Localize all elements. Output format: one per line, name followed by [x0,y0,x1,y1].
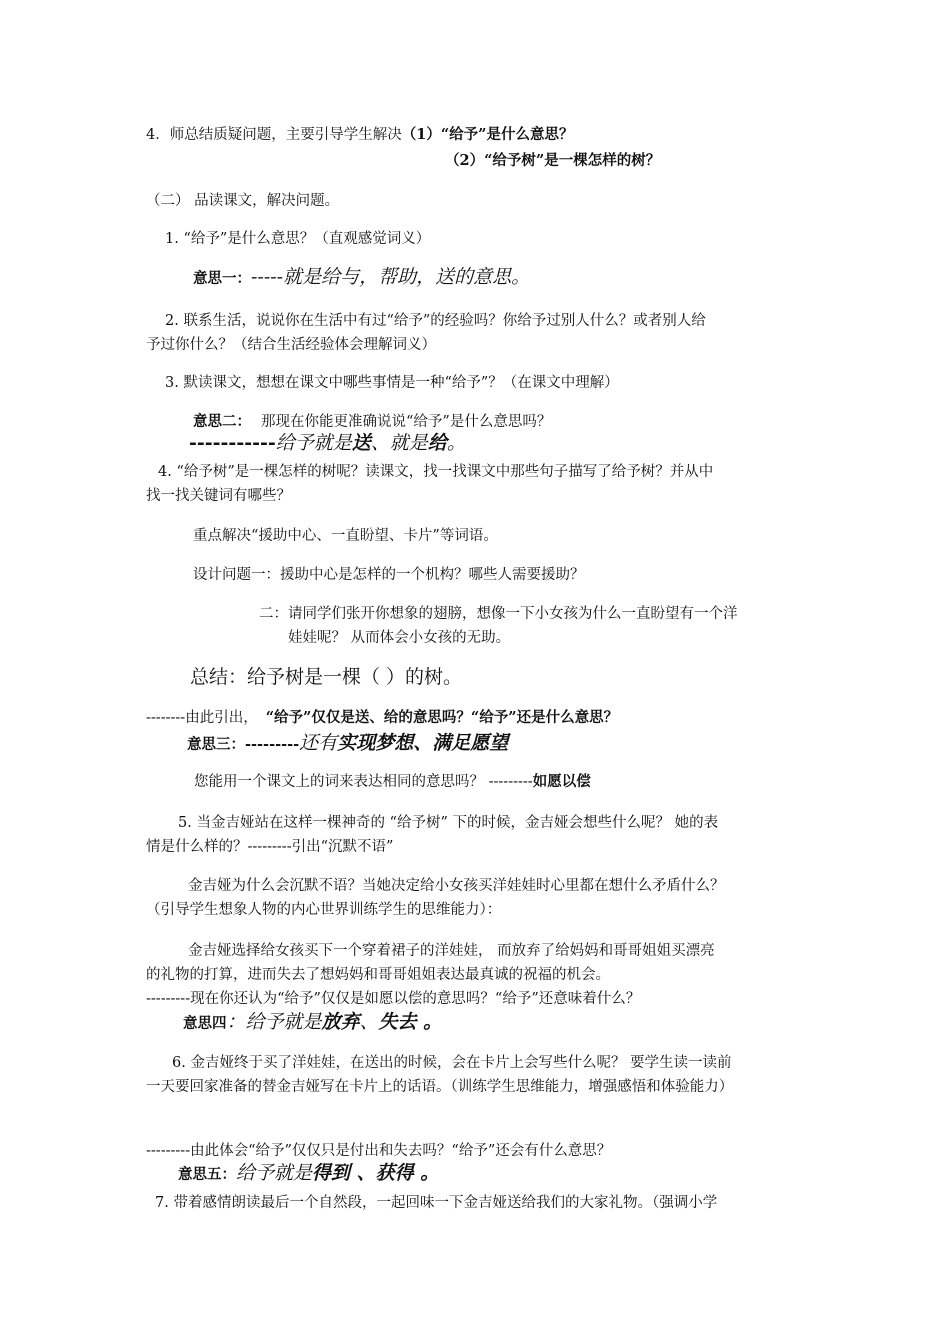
text: 给予就是 [236,1162,313,1184]
meaning-three [187,733,508,755]
text: 、 [350,1162,376,1184]
summary: 总结：给予树是一棵（ ）的树。 [190,666,463,688]
text: 4．师总结质疑问题，主要引导学生解决 [146,127,402,143]
meaning-label: 意思五： [178,1166,236,1183]
section-heading: （二） 品读课文，解决问题。 [146,193,340,209]
paragraph-b-cont: 的礼物的打算，进而失去了想妈妈和哥哥姐姐表达最真诚的祝福的机会。 [146,967,610,983]
question-2: （2）“给予树”是一棵怎样的树？ [445,152,661,169]
text: 就是 [389,432,428,454]
step-4-cont: 找一找关键词有哪些？ [146,488,291,504]
keyword: 获得 [375,1162,414,1184]
step-6: 6. 金吉娅终于买了洋娃娃，在送出的时候，会在卡片上会写些什么呢？ 要学生读一读前 [172,1055,732,1071]
text: 。 [413,1162,440,1184]
keyword: 放弃 [321,1011,360,1033]
design-question-2-cont: 娃娃呢？ 从而体会小女孩的无助。 [288,630,511,646]
lead-in-line-2: ---------由此体会“给予”仅仅只是付出和失去吗？“给予”还会有什么意思？ [146,1143,612,1159]
text: 您能用一个课文上的词来表达相同的意思吗？ --------- [194,774,533,790]
step-5: 5. 当金吉娅站在这样一棵神奇的 “给予树” 下的时候，金吉娅会想些什么呢？ 她的表 [178,815,719,831]
focus-words: 重点解决“援助中心、一直盼望、卡片”等词语。 [193,528,498,544]
meaning-text: -----就是给与，帮助，送的意思。 [251,266,531,288]
paragraph-b: 金吉娅选择给女孩买下一个穿着裙子的洋娃娃， 而放弃了给妈妈和哥哥姐姐买漂亮 [188,943,715,959]
meaning-label: 意思四 [183,1015,227,1032]
step-2-cont: 予过你什么？（结合生活经验体会理解词义） [146,337,436,353]
keyword: 送 [351,432,371,454]
dash: ----------- [189,432,276,454]
question-summary-line [146,125,574,145]
step-7: 7. 带着感情朗读最后一个自然段，一起回味一下金吉娅送给我们的大家礼物。（强调小学 [155,1195,718,1211]
paragraph-a: 金吉娅为什么会沉默不语？当她决定给小女孩买洋娃娃时心里都在想什么矛盾什么？ [188,878,725,894]
step-6-cont: 一天要回家准备的替金吉娅写在卡片上的话语。（训练学生思维能力，增强感悟和体验能力） [146,1079,734,1095]
keyword: 失去 [378,1011,417,1033]
lead-in-line [146,708,618,728]
step-2: 2. 联系生活，说说你在生活中有过“给予”的经验吗？你给予过别人什么？或者别人给 [165,313,706,329]
step-1: 1. “给予”是什么意思？（直观感觉词义） [165,231,431,247]
meaning-one [193,267,530,289]
step-5-cont: 情是什么样的？---------引出“沉默不语” [146,839,394,855]
follow-up-question: ---------现在你还认为“给予”仅仅是如愿以偿的意思吗？“给予”还意味着什么？ [146,991,641,1007]
keyword: 实现梦想、满足愿望 [337,732,509,754]
text: --------由此引出， [146,710,258,726]
paragraph-a-cont: （引导学生想象人物的内心世界训练学生的思维能力）： [146,902,502,918]
meaning-two-answer [189,433,466,455]
text: 、 [370,432,390,454]
text: 、 [359,1011,379,1033]
bold-question: “给予”仅仅是送、给的意思吗？“给予”还是什么意思？ [265,709,619,726]
text: ：给予就是 [226,1011,322,1033]
meaning-label: 意思二： [193,413,251,430]
idiom: 如愿以偿 [532,773,591,790]
design-question-1: 设计问题一：援助中心是怎样的一个机构？哪些人需要援助？ [193,567,585,583]
question-1: （1）“给予”是什么意思？ [401,126,574,143]
meaning-two [193,412,551,432]
keyword: 给 [427,432,447,454]
meaning-label: 意思一： [193,270,251,287]
idiom-line [194,772,591,792]
text: 。 [416,1011,443,1033]
step-3: 3. 默读课文，想想在课文中哪些事情是一种“给予”？（在课文中理解） [165,375,619,391]
meaning-five [178,1163,439,1185]
text: 给予就是 [275,432,352,454]
meaning-label: 意思三：--------- [187,736,300,753]
meaning-question: 那现在你能更准确说说“给予”是什么意思吗？ [261,414,552,430]
text: 还有 [299,732,338,754]
keyword: 得到 [312,1162,351,1184]
meaning-four [183,1012,442,1034]
step-4: 4. “给予树”是一棵怎样的树呢？读课文，找一找课文中那些句子描写了给予树？并从中 [158,464,714,480]
design-question-2: 二：请同学们张开你想象的翅膀，想像一下小女孩为什么一直盼望有一个洋 [259,606,738,622]
text: 。 [446,432,466,454]
